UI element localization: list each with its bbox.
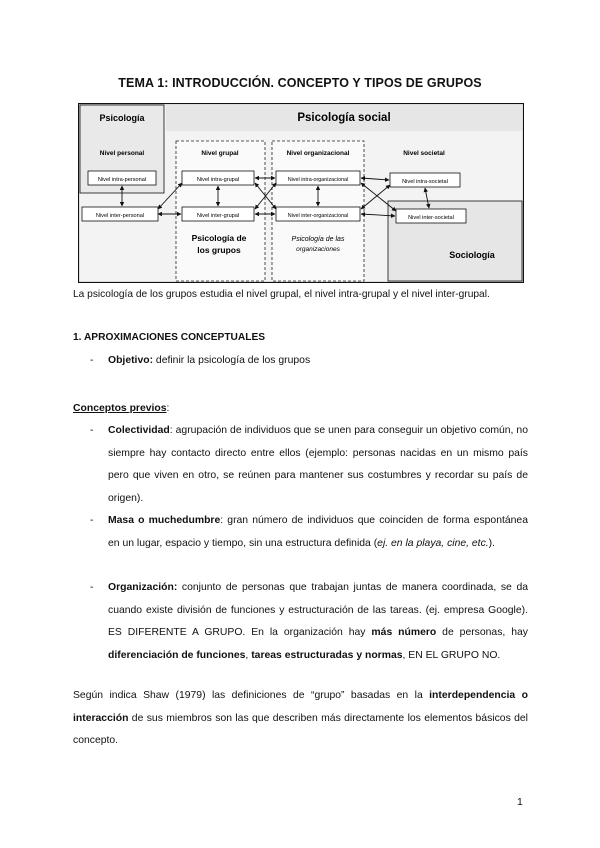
list-dash: - — [90, 355, 94, 366]
list-dash: - — [90, 515, 94, 526]
shaw-paragraph — [73, 685, 528, 753]
organizacion-bold-1: más número — [371, 627, 437, 638]
masa-text: : gran número de individuos que coinciden de forma espontánea en un lugar, espacio y tiempo, sin una estructura definida ( — [108, 515, 528, 549]
objetivo-label: Objetivo: — [108, 355, 154, 366]
shaw-bold: interdependencia o interacción — [73, 690, 528, 724]
colectividad-text: : agrupación de individuos que se unen para conseguir un objetivo común, no siempre hay contacto directo entre ellos (ejemplo: personas nacidas en un mismo país pero que viven en otro, se reúnen para mantener sus costumbres y recordar su país de origen). — [108, 425, 528, 504]
box-inter-grupal: Nivel inter-grupal — [196, 213, 240, 219]
psicologia-organizaciones-label-1: Psicología de las — [291, 236, 345, 243]
nivel-organizacional-label: Nivel organizacional — [286, 150, 350, 157]
organizacion-text-1: conjunto de personas que trabajan juntas de manera coordinada, se da cuando existe división de funciones y estructuración de las tareas. (ej. empresa Google). ES DIFERENTE A GRUPO. En la organización hay — [108, 582, 528, 638]
masa-term: Masa o muchedumbre — [108, 515, 221, 526]
psicologia-organizaciones-label-2: organizaciones — [296, 246, 340, 253]
diagram-caption: La psicología de los grupos estudia el nivel grupal, el nivel intra-grupal y el nivel inter-grupal. — [73, 289, 490, 300]
colectividad-item — [90, 420, 528, 510]
shaw-text-1: Según indica Shaw (1979) las definiciones de “grupo” basadas en la — [73, 690, 430, 701]
organizacion-term: Organización: — [108, 582, 178, 593]
box-intra-grupal: Nivel intra-grupal — [196, 177, 240, 183]
list-dash: - — [90, 582, 94, 593]
psicologia-label: Psicología — [99, 113, 145, 123]
masa-examples: ej. en la playa, cine, etc. — [377, 537, 489, 549]
psicologia-social-label: Psicología social — [297, 112, 391, 124]
objetivo-text: definir la psicología de los grupos — [153, 355, 311, 366]
nivel-societal-label: Nivel societal — [403, 150, 445, 157]
box-inter-societal: Nivel inter-societal — [408, 215, 454, 221]
shaw-text-2: de sus miembros son las que describen más directamente los elementos básicos del concepto. — [73, 712, 528, 746]
psicologia-grupos-label-1: Psicología de — [191, 233, 247, 243]
organizacion-text-3: , — [245, 649, 252, 661]
box-inter-personal: Nivel inter-personal — [95, 213, 145, 219]
section-heading: 1. APROXIMACIONES CONCEPTUALES — [73, 332, 266, 343]
colectividad-term: Colectividad — [108, 425, 170, 436]
conceptos-heading — [73, 398, 169, 421]
page-number: 1 — [517, 796, 523, 808]
psicologia-grupos-label-2: los grupos — [197, 245, 241, 255]
masa-end: ). — [488, 537, 496, 549]
organizacion-text-4: , EN EL GRUPO NO. — [402, 649, 501, 661]
nivel-grupal-label: Nivel grupal — [201, 150, 239, 157]
page-title: TEMA 1: INTRODUCCIÓN. CONCEPTO Y TIPOS DE GRUPOS — [118, 76, 482, 90]
objetivo-item — [90, 350, 528, 373]
box-intra-societal: Nivel intra-societal — [402, 179, 448, 185]
nivel-personal-label: Nivel personal — [99, 150, 145, 157]
organizacion-item — [90, 577, 528, 667]
organizacion-bold-2: diferenciación de funciones — [108, 649, 246, 661]
sociologia-label: Sociología — [449, 250, 495, 260]
box-inter-organizacional: Nivel inter-organizacional — [287, 213, 349, 219]
box-intra-organizacional: Nivel intra-organizacional — [287, 177, 349, 183]
organizacion-text-2: de personas, hay — [436, 627, 528, 638]
organizacion-bold-3: tareas estructuradas y normas — [251, 649, 403, 661]
conceptos-colon: : — [166, 403, 170, 414]
conceptos-heading-text: Conceptos previos — [73, 403, 167, 414]
list-dash: - — [90, 425, 94, 436]
masa-item — [90, 510, 528, 555]
box-intra-personal: Nivel intra-personal — [97, 177, 147, 183]
psychology-levels-diagram — [78, 103, 524, 283]
